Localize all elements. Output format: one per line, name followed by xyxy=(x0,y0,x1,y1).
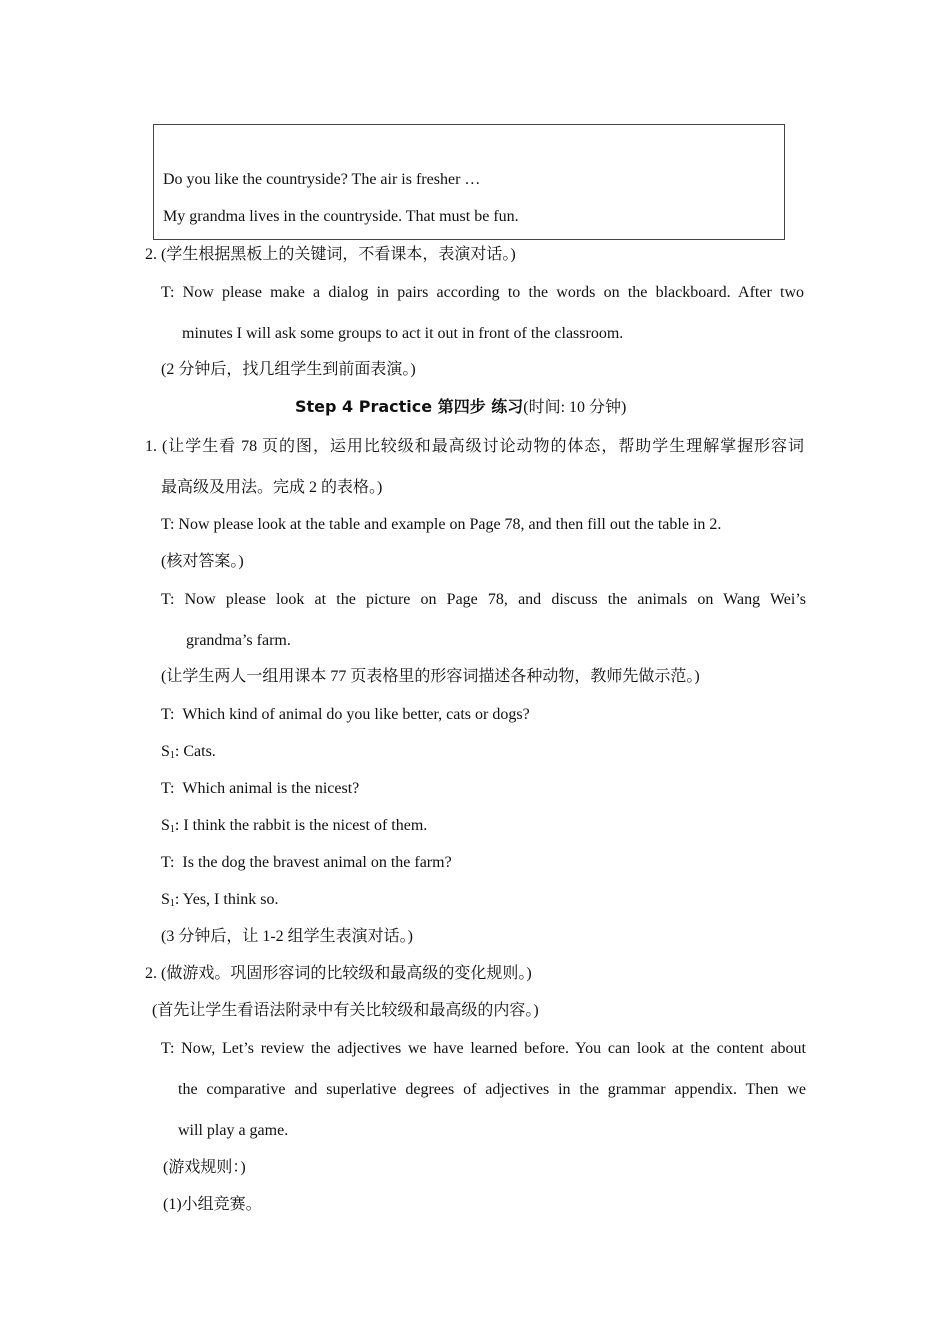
dialog-line xyxy=(161,742,216,762)
dialog-line xyxy=(161,853,452,873)
practice1-after-note: (3 分钟后，让 1-2 组学生表演对话。) xyxy=(161,928,413,945)
practice1-teacher-picture-line-1: T: Now please look at the picture on Page 78, and discuss the animals on Wang Wei’s xyxy=(161,591,806,608)
step4-title: Step 4 Practice 第四步 练习 xyxy=(295,397,524,416)
dialog-speaker: T: xyxy=(161,780,175,797)
dialog-box-line-2: My grandma lives in the countryside. That must be fun. xyxy=(163,208,519,225)
part2-note: (2 分钟后，找几组学生到前面表演。) xyxy=(161,361,416,378)
dialog-text: : I think the rabbit is the nicest of them. xyxy=(174,817,428,834)
practice2-teacher-line-1: T: Now, Let’s review the adjectives we have learned before. You can look at the content about xyxy=(161,1040,806,1057)
part2-instruction: 2. (学生根据黑板上的关键词，不看课本，表演对话。) xyxy=(145,246,516,263)
dialog-speaker: T: xyxy=(161,706,175,723)
part2-teacher-line-1: T: Now please make a dialog in pairs according to the words on the blackboard. After two xyxy=(161,284,804,301)
dialog-speaker: S xyxy=(161,891,170,908)
practice2-grammar-note: (首先让学生看语法附录中有关比较级和最高级的内容。) xyxy=(152,1002,539,1019)
practice1-teacher-table: T: Now please look at the table and example on Page 78, and then fill out the table in 2. xyxy=(161,516,722,533)
dialog-line xyxy=(161,705,530,725)
dialog-line xyxy=(161,890,278,910)
practice2-teacher-line-2: the comparative and superlative degrees of adjectives in the grammar appendix. Then we xyxy=(178,1081,806,1098)
practice2-rule-1: (1)小组竞赛。 xyxy=(163,1196,262,1213)
step4-time: (时间: 10 分钟) xyxy=(523,399,627,416)
dialog-speaker: S xyxy=(161,743,170,760)
practice2-rules-title: (游戏规则：) xyxy=(163,1159,246,1176)
dialog-speaker-subscript: 1 xyxy=(169,898,175,909)
dialog-line xyxy=(161,779,359,799)
dialog-speaker-subscript: 1 xyxy=(169,824,175,835)
dialog-text: Which kind of animal do you like better, cats or dogs? xyxy=(182,706,530,723)
practice1-instruction-line-2: 最高级及用法。完成 2 的表格。) xyxy=(161,479,383,496)
dialog-box-line-1: Do you like the countryside? The air is fresher … xyxy=(163,171,481,188)
part2-teacher-line-2: minutes I will ask some groups to act it out in front of the classroom. xyxy=(182,325,624,342)
dialog-text: : Cats. xyxy=(174,743,216,760)
practice2-teacher-line-3: will play a game. xyxy=(178,1122,289,1139)
practice2-instruction: 2. (做游戏。巩固形容词的比较级和最高级的变化规则。) xyxy=(145,965,532,982)
dialog-text: Which animal is the nicest? xyxy=(182,780,360,797)
practice1-instruction-line-1: 1. (让学生看 78 页的图，运用比较级和最高级讨论动物的体态，帮助学生理解掌握形容词 xyxy=(145,438,804,455)
dialog-text: Is the dog the bravest animal on the farm? xyxy=(182,854,452,871)
dialog-speaker: T: xyxy=(161,854,175,871)
step4-heading xyxy=(295,397,626,418)
practice1-check-note: (核对答案。) xyxy=(161,553,244,570)
dialog-speaker-subscript: 1 xyxy=(169,750,175,761)
dialog-speaker: S xyxy=(161,817,170,834)
practice1-pair-note: (让学生两人一组用课本 77 页表格里的形容词描述各种动物，教师先做示范。) xyxy=(161,668,700,685)
dialog-line xyxy=(161,816,427,836)
dialog-text: : Yes, I think so. xyxy=(174,891,279,908)
practice1-teacher-picture-line-2: grandma’s farm. xyxy=(186,632,291,649)
